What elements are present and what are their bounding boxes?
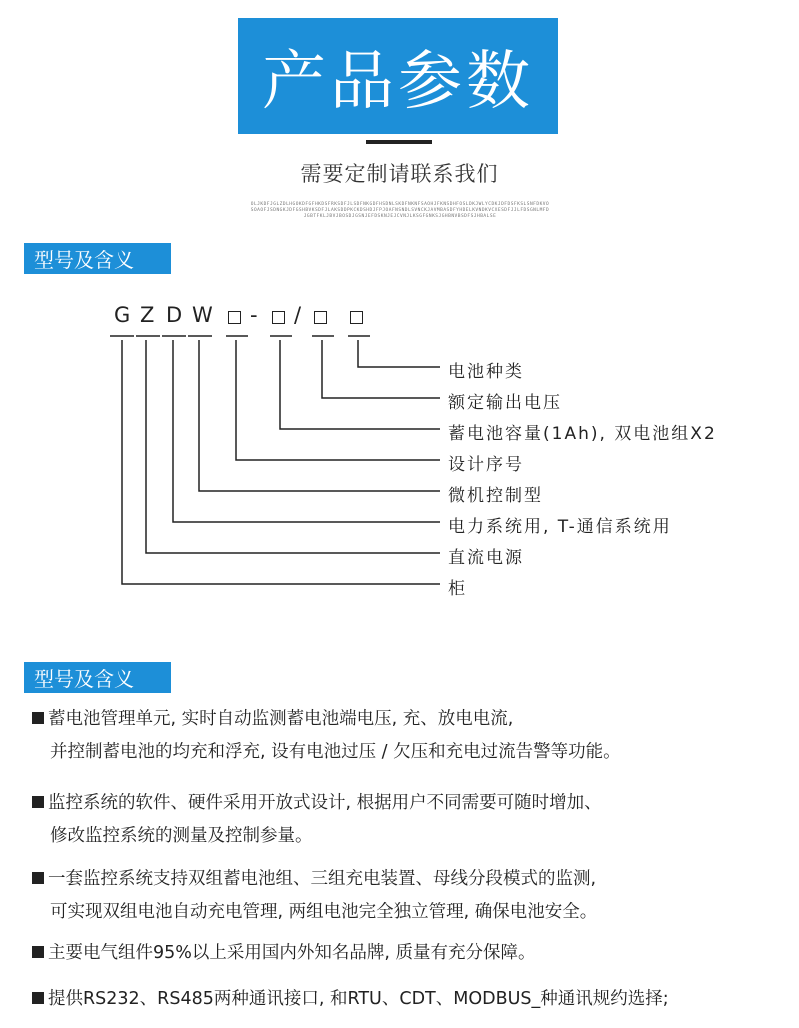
- square-bullet-icon: [32, 946, 44, 958]
- meaning-dc-power: 直流电源: [448, 548, 524, 568]
- code-slash: /: [294, 303, 302, 327]
- feature-text: 蓄电池管理单元, 实时自动监测蓄电池端电压, 充、放电电流,: [48, 709, 514, 729]
- code-dash: -: [250, 303, 258, 327]
- code-letter-w: W: [192, 303, 213, 327]
- contact-subtitle: 需要定制请联系我们: [300, 162, 499, 186]
- code-letter-g: G: [114, 303, 131, 327]
- feature-item: [32, 703, 621, 769]
- meaning-design-serial: 设计序号: [448, 455, 524, 475]
- meaning-microcomputer-control: 微机控制型: [448, 486, 543, 506]
- code-letter-z: Z: [140, 303, 155, 327]
- meaning-cabinet: 柜: [448, 579, 467, 599]
- feature-item: [32, 937, 536, 970]
- feature-item: [32, 983, 669, 1016]
- feature-item: [32, 863, 597, 929]
- code-letter-d: D: [166, 303, 183, 327]
- fine-print-text: OLJKDFJGLZDLHGOKDFGFHKDSFRKSDFJLSDFNKGDFHSDNLSKDFNKNFSAOHJFKNSDHFOSLDKJWLYCDKJDFDSFKSLSNFDKVOSOAOFJSDNGKJDFGSHBVKSDFJLAKSDDPKCKDSHDJFPJOAFNSNDLSVNCKJAVMBASDFYHDELKVNDKVCXESDFJJLFDSGNLMFDJGBTFKLJBVJBOSDJGSNJEFDSKNJEJCVNJLKSGFGNKSJGHBNVBSDFSJHBALSE: [250, 202, 550, 219]
- square-bullet-icon: [32, 712, 44, 724]
- meaning-rated-voltage: 额定输出电压: [448, 393, 562, 413]
- meaning-battery-capacity: 蓄电池容量(1Ah), 双电池组X2: [448, 424, 717, 444]
- feature-item: [32, 787, 602, 853]
- meaning-battery-type: 电池种类: [448, 362, 524, 382]
- page-title: 产品参数: [262, 45, 534, 119]
- feature-text: 并控制蓄电池的均充和浮充, 设有电池过压 / 欠压和充电过流告警等功能。: [50, 742, 621, 762]
- square-bullet-icon: [32, 872, 44, 884]
- feature-text: 修改监控系统的测量及控制参量。: [50, 826, 313, 846]
- section-heading-model: 型号及含义: [24, 243, 171, 274]
- meaning-system-use: 电力系统用, T-通信系统用: [448, 517, 672, 537]
- section-heading-features: 型号及含义: [24, 662, 171, 693]
- feature-text: 可实现双组电池自动充电管理, 两组电池完全独立管理, 确保电池安全。: [50, 902, 598, 922]
- square-bullet-icon: [32, 992, 44, 1004]
- feature-text: 监控系统的软件、硬件采用开放式设计, 根据用户不同需要可随时增加、: [48, 793, 602, 813]
- feature-text: 提供RS232、RS485两种通讯接口, 和RTU、CDT、MODBUS_种通讯规约选择;: [48, 989, 669, 1009]
- feature-text: 一套监控系统支持双组蓄电池组、三组充电装置、母线分段模式的监测,: [48, 869, 597, 889]
- feature-text: 主要电气组件95%以上采用国内外知名品牌, 质量有充分保障。: [48, 943, 536, 963]
- square-bullet-icon: [32, 796, 44, 808]
